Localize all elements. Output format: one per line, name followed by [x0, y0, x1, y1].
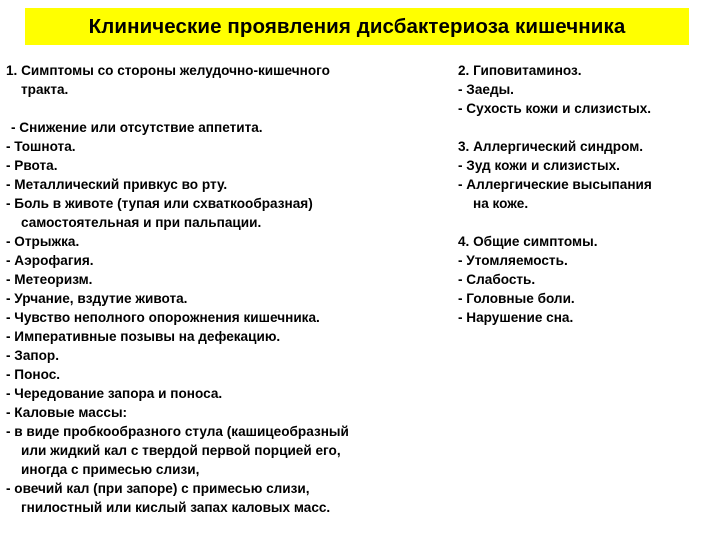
- title-banner: [25, 8, 689, 45]
- list-item: - Заеды.: [458, 82, 514, 97]
- list-item: - Боль в животе (тупая или схваткообразная): [6, 196, 313, 211]
- list-item: - Метеоризм.: [6, 272, 93, 287]
- list-item: - овечий кал (при запоре) с примесью слизи,: [6, 481, 310, 496]
- section-heading-allergic: 3. Аллергический синдром.: [458, 139, 644, 154]
- spacer: [458, 118, 713, 137]
- section-heading-cont: тракта.: [21, 82, 69, 97]
- list-item: - Сухость кожи и слизистых.: [458, 101, 652, 116]
- list-item: - Аэрофагия.: [6, 253, 94, 268]
- list-item: - в виде пробкообразного стула (кашицеобразный: [6, 424, 349, 439]
- list-item: - Отрыжка.: [6, 234, 80, 249]
- list-item: - Аллергические высыпания: [458, 177, 652, 192]
- spacer: [6, 99, 436, 118]
- list-item: - Слабость.: [458, 272, 536, 287]
- list-item: - Каловые массы:: [6, 405, 128, 420]
- list-item-cont: на коже.: [473, 196, 529, 211]
- list-item: - Императивные позывы на дефекацию.: [6, 329, 281, 344]
- list-item: - Урчание, вздутие живота.: [6, 291, 188, 306]
- list-item: - Понос.: [6, 367, 61, 382]
- section-heading-general: 4. Общие симптомы.: [458, 234, 598, 249]
- list-item-cont: или жидкий кал с твердой первой порцией его,: [21, 443, 341, 458]
- spacer: [458, 213, 713, 232]
- other-symptoms-column: [458, 61, 713, 327]
- list-item: - Зуд кожи и слизистых.: [458, 158, 620, 173]
- list-item: - Тошнота.: [6, 139, 76, 154]
- list-item: - Снижение или отсутствие аппетита.: [11, 120, 263, 135]
- list-item: - Утомляемость.: [458, 253, 568, 268]
- gi-symptoms-column: [6, 61, 436, 517]
- list-item: - Чередование запора и поноса.: [6, 386, 223, 401]
- list-item: - Рвота.: [6, 158, 58, 173]
- list-item-cont: иногда с примесью слизи,: [21, 462, 200, 477]
- list-item: - Чувство неполного опорожнения кишечника.: [6, 310, 320, 325]
- slide-title: Клинические проявления дисбактериоза кишечника: [88, 14, 626, 38]
- section-heading: 1. Симптомы со стороны желудочно-кишечного: [6, 63, 330, 78]
- list-item: - Головные боли.: [458, 291, 575, 306]
- list-item: - Запор.: [6, 348, 59, 363]
- list-item: - Нарушение сна.: [458, 310, 574, 325]
- list-item-cont: гнилостный или кислый запах каловых масс.: [21, 500, 331, 515]
- list-item: - Металлический привкус во рту.: [6, 177, 228, 192]
- list-item-cont: самостоятельная и при пальпации.: [21, 215, 262, 230]
- section-heading-hypovitaminosis: 2. Гиповитаминоз.: [458, 63, 582, 78]
